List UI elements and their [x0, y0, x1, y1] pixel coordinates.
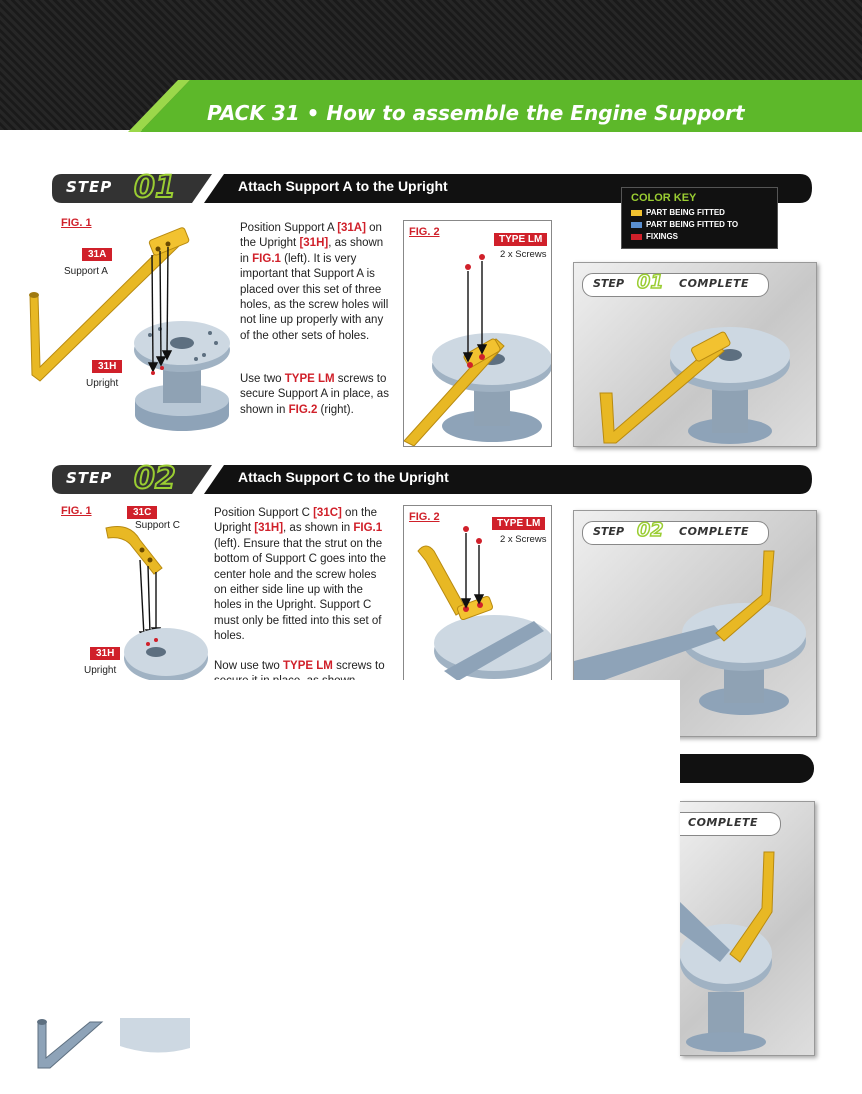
step1-paragraph-1: Position Support A [31A] on the Upright [31H], as shown in FIG.1 (left). It is very important that Support A is placed over this set of three holes, as the screw holes will not line up properly with any of the other sets of holes. [240, 222, 389, 342]
part-name-support-a: Support A [64, 266, 108, 277]
step3-fig-fragment [30, 1018, 190, 1078]
color-key [621, 187, 778, 249]
swatch-red [631, 234, 642, 240]
step-complete-badge [680, 812, 781, 836]
swatch-blue [631, 222, 642, 228]
step2-fig1-illustration [100, 520, 210, 680]
step-03-bar-fragment [680, 754, 814, 783]
step2-paragraph-1: Position Support C [31C] on the Upright [31H], as shown in FIG.1 (left). Ensure that the strut on the bottom of Support C goes into the center hole and the screw holes on either side line up with the holes in the Upright. Support C must only be fitted into this set of holes. [214, 507, 386, 643]
badge-complete-word: COMPLETE [688, 816, 758, 829]
part-tag-31c: 31C [127, 506, 157, 519]
step1-paragraph-2: Use two TYPE LM screws to secure Support A in place, as shown in FIG.2 (right). [240, 373, 389, 416]
screw-count: 2 x Screws [500, 534, 547, 545]
color-key-item: FIXINGS [631, 232, 678, 241]
step-title: Attach Support A to the Upright [238, 178, 448, 194]
badge-complete-word: COMPLETE [679, 277, 749, 290]
pack-title-text: How to assemble the Engine Support [326, 101, 745, 125]
type-lm-tag: TYPE LM [494, 233, 547, 246]
step1-complete-panel [573, 262, 817, 447]
pack-number: PACK 31 [207, 101, 300, 125]
blank-region [0, 680, 680, 1020]
step-number: 02 [134, 461, 176, 496]
step1-fig1-label: FIG. 1 [61, 217, 92, 229]
step2-fig2-box [403, 505, 552, 707]
step-number: 01 [134, 170, 176, 205]
step1-fig2-illustration [404, 241, 551, 446]
badge-step-word: STEP [593, 277, 625, 290]
badge-step-number: 02 [637, 519, 664, 541]
blank-region [190, 1018, 680, 1094]
step1-fig1-illustration [10, 225, 230, 445]
part-tag-31h: 31H [92, 360, 122, 373]
part-name-upright: Upright [84, 665, 117, 676]
color-key-title: COLOR KEY [631, 192, 697, 204]
badge-complete-word: COMPLETE [679, 525, 749, 538]
step2-fig1-label: FIG. 1 [61, 505, 92, 517]
title-separator: • [306, 101, 320, 125]
part-tag-31h: 31H [90, 647, 120, 660]
step-word: STEP [66, 178, 113, 196]
step-word: STEP [66, 469, 113, 487]
step-02-bar [52, 461, 812, 496]
step3-complete-panel [680, 801, 815, 1056]
step-title: Attach Support C to the Upright [238, 469, 449, 485]
screw-count: 2 x Screws [500, 249, 547, 260]
step2-fig2-label: FIG. 2 [409, 511, 440, 523]
page-title [207, 101, 745, 125]
part-tag-31a: 31A [82, 248, 112, 261]
step1-complete-illustration [574, 293, 816, 445]
step1-fig2-label: FIG. 2 [409, 226, 440, 238]
color-key-item: PART BEING FITTED [631, 208, 725, 217]
step1-fig2-box [403, 220, 552, 447]
step2-paragraph-2: Now use two TYPE LM screws to [214, 660, 385, 672]
part-name-support-c: Support C [135, 520, 181, 531]
color-key-item: PART BEING FITTED TO [631, 220, 738, 229]
part-name-upright: Upright [86, 378, 119, 389]
badge-step-number: 01 [637, 271, 664, 293]
step2-fig2-illustration [404, 521, 551, 706]
type-lm-tag: TYPE LM [492, 517, 545, 530]
step3-complete-illustration [680, 842, 814, 1055]
swatch-yellow [631, 210, 642, 216]
badge-step-word: STEP [593, 525, 625, 538]
